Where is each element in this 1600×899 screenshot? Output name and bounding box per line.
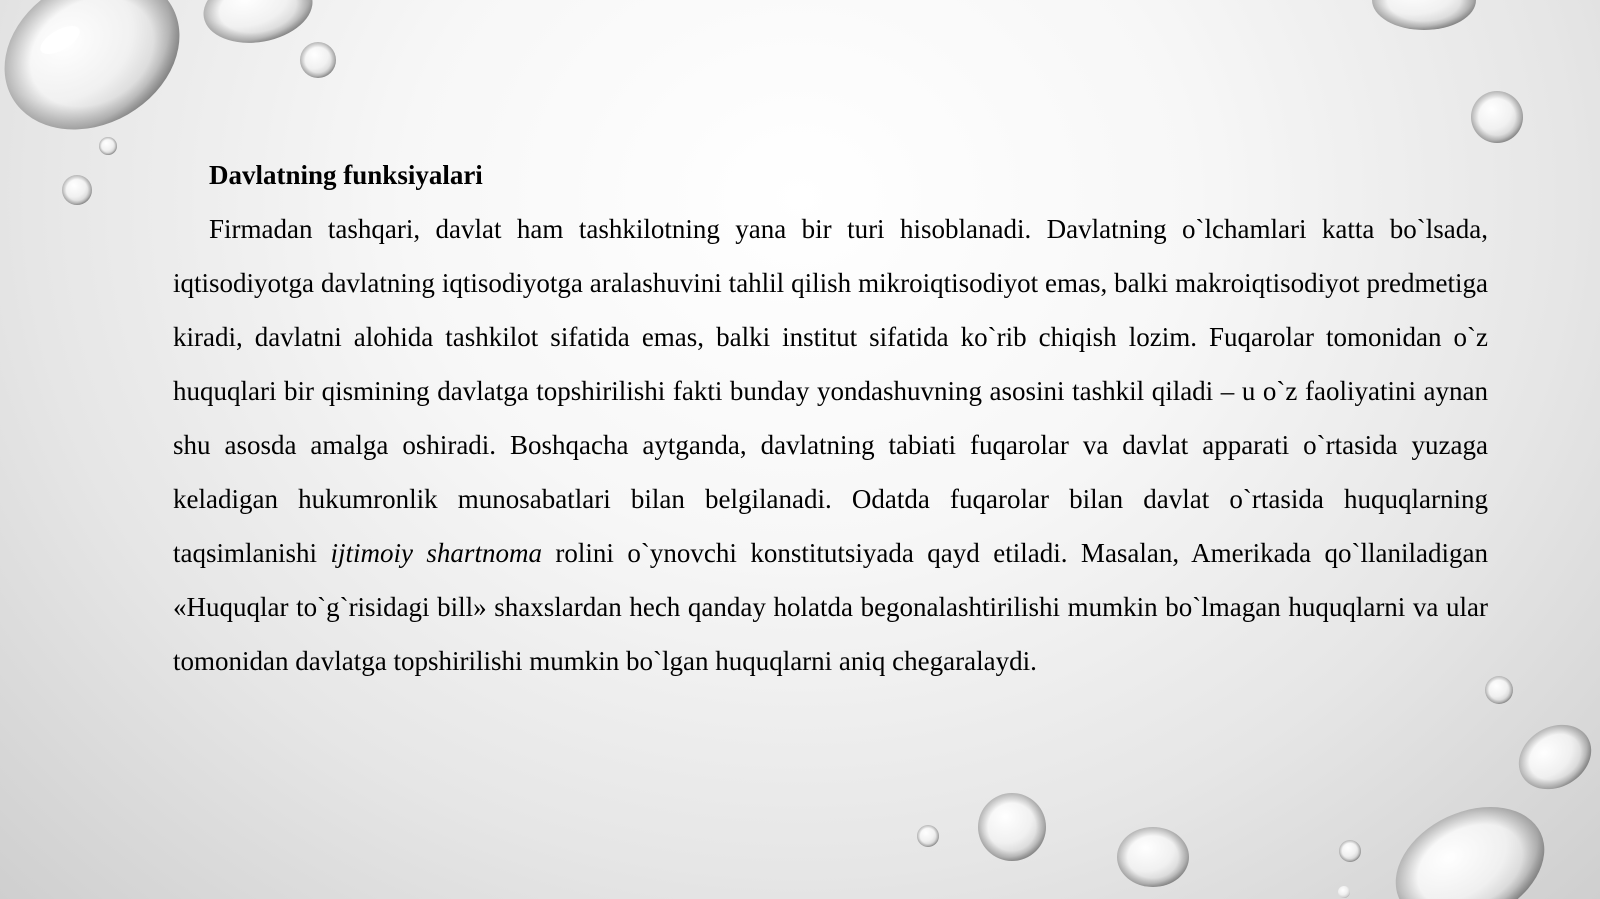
drop xyxy=(300,42,336,78)
drop xyxy=(978,793,1046,861)
drop xyxy=(62,175,92,205)
drop xyxy=(1485,676,1513,704)
body-paragraph xyxy=(173,202,1488,688)
drop xyxy=(0,0,208,160)
paragraph-italic-term: ijtimoiy shartnoma xyxy=(330,538,542,568)
drop xyxy=(198,0,318,51)
drop xyxy=(917,825,939,847)
slide-content xyxy=(173,148,1488,688)
drop xyxy=(1338,886,1350,898)
paragraph-text-end: rolini o`ynovchi konstitutsiyada qayd etiladi. Masalan, Amerikada qo`llaniladigan «Huquqlar to`g`risidagi bill» shaxslardan hech qanday holatda begonalashtirilishi mumkin bo`lmagan huquqlarni va ular tomonidan davlatga topshirilishi mumkin bo`lgan huquqlarni aniq chegaralaydi. xyxy=(173,538,1488,676)
drop xyxy=(99,137,117,155)
drop xyxy=(1376,784,1563,899)
drop xyxy=(1471,91,1523,143)
slide-title: Davlatning funksiyalari xyxy=(209,160,483,190)
paragraph-text-start: Firmadan tashqari, davlat ham tashkilotning yana bir turi hisoblanadi. Davlatning o`lchamlari katta bo`lsada, iqtisodiyotga davlatning iqtisodiyotga aralashuvini tahlil qilish mikroiqtisodiyot emas, balki makroiqtisodiyot predmetiga kiradi, davlatni alohida tashkilot sifatida emas, balki institut sifatida ko`rib chiqish lozim. Fuqarolar tomonidan o`z huquqlari bir qismining davlatga topshirilishi fakti bunday yondashuvning asosini tashkil qiladi – u o`z faoliyatini aynan shu asosda amalga oshiradi. Boshqacha aytganda, davlatning tabiati fuqarolar va davlat apparati o`rtasida yuzaga keladigan hukumronlik munosabatlari bilan belgilanadi. Odatda fuqarolar bilan davlat o`rtasida huquqlarning taqsimlanishi xyxy=(173,214,1488,568)
drop xyxy=(1372,0,1476,30)
drop xyxy=(1117,827,1189,887)
drop xyxy=(1339,840,1361,862)
drop xyxy=(1507,712,1600,802)
